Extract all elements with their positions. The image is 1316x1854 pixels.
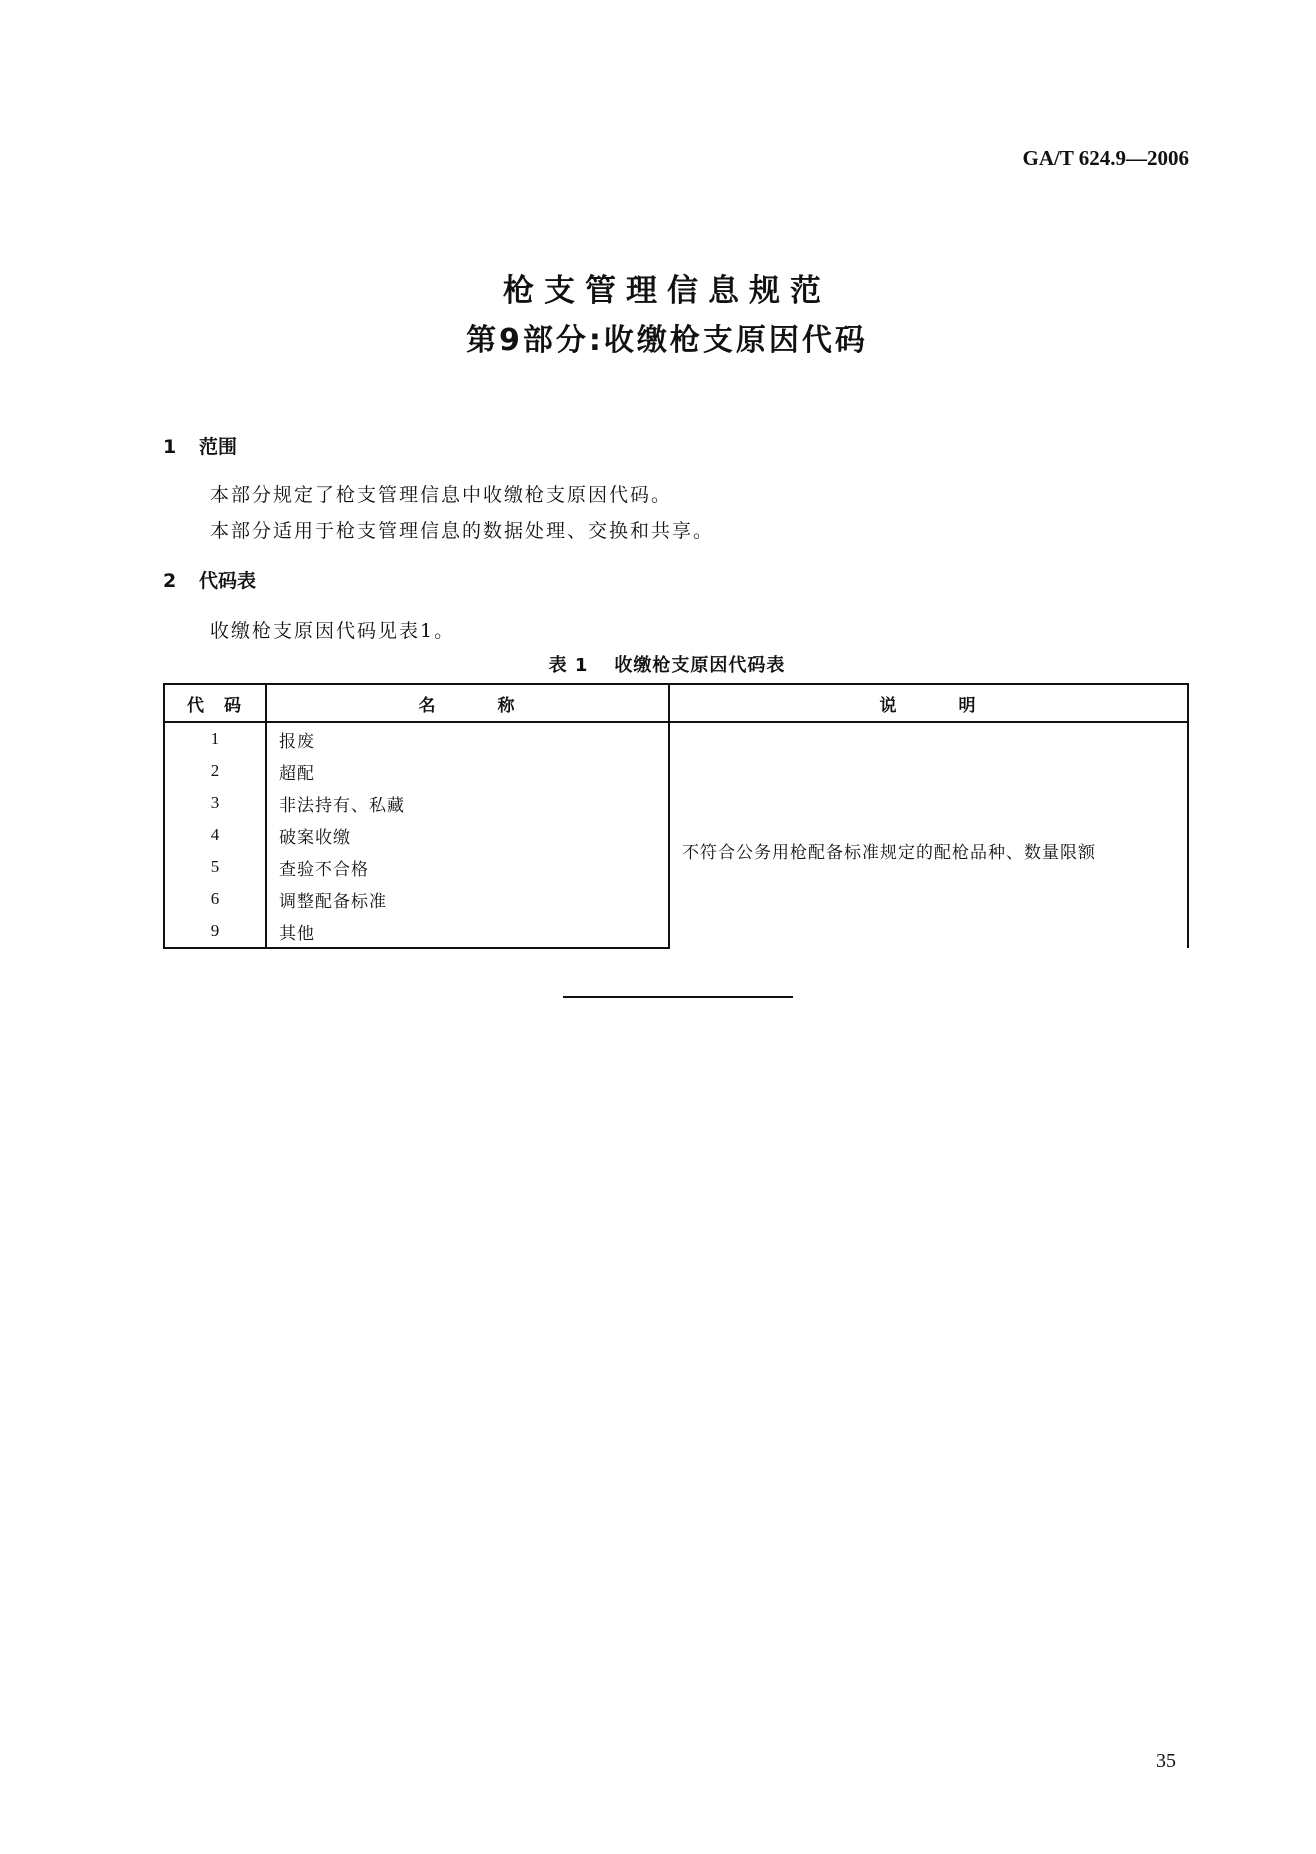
section-title: 范围 <box>199 436 238 458</box>
paragraph: 本部分适用于枪支管理信息的数据处理、交换和共享。 <box>210 520 715 542</box>
document-subtitle: 第9部分:收缴枪支原因代码 <box>466 323 868 358</box>
page-number: 35 <box>1156 1750 1176 1772</box>
document-title: 枪支管理信息规范 <box>503 273 831 309</box>
section-number: 2 <box>163 570 177 592</box>
code-table <box>163 683 1189 949</box>
standard-code: GA/T 624.9—2006 <box>1022 146 1189 170</box>
table-title: 收缴枪支原因代码表 <box>614 655 786 676</box>
section-title: 代码表 <box>199 570 257 592</box>
table-caption <box>0 651 1316 677</box>
cell-code: 5 <box>164 851 266 883</box>
header-name: 名 称 <box>266 684 669 722</box>
cell-code: 3 <box>164 787 266 819</box>
cell-name: 破案收缴 <box>266 819 669 851</box>
cell-description <box>669 722 1188 948</box>
cell-code: 6 <box>164 883 266 915</box>
description-text: 不符合公务用枪配备标准规定的配枪品种、数量限额 <box>682 842 1096 863</box>
paragraph: 本部分规定了枪支管理信息中收缴枪支原因代码。 <box>210 484 673 506</box>
section-heading-scope <box>163 432 237 459</box>
cell-name: 超配 <box>266 755 669 787</box>
header-description: 说 明 <box>669 684 1188 722</box>
section-heading-code-table <box>163 566 256 593</box>
cell-code: 4 <box>164 819 266 851</box>
header-code: 代 码 <box>164 684 266 722</box>
cell-code: 1 <box>164 722 266 755</box>
cell-name: 非法持有、私藏 <box>266 787 669 819</box>
cell-name: 查验不合格 <box>266 851 669 883</box>
cell-name: 调整配备标准 <box>266 883 669 915</box>
cell-name: 报废 <box>266 722 669 755</box>
cell-code: 2 <box>164 755 266 787</box>
table-row <box>164 722 1188 755</box>
cell-code: 9 <box>164 915 266 948</box>
paragraph: 收缴枪支原因代码见表1。 <box>210 620 456 642</box>
table-number: 表 1 <box>548 655 589 676</box>
table-header-row <box>164 684 1188 722</box>
cell-name: 其他 <box>266 915 669 948</box>
end-of-document-rule <box>563 996 793 998</box>
section-number: 1 <box>163 436 177 458</box>
